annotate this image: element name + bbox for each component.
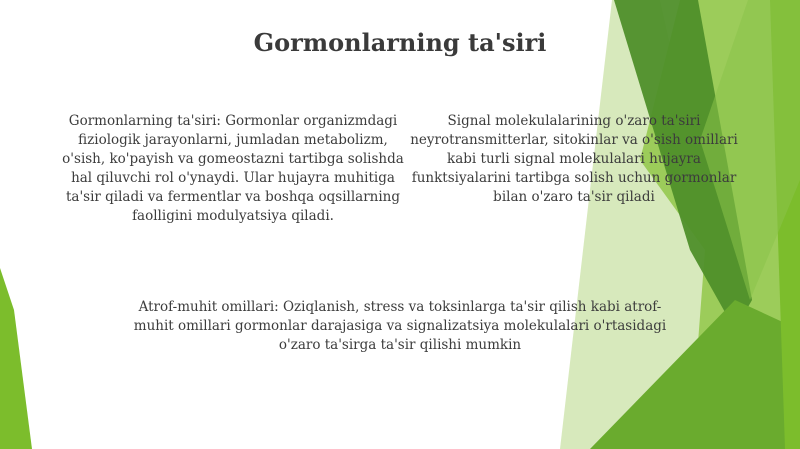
text-block-signal-molecules: Signal molekulalarining o'zaro ta'siri neyrotransmitterlar, sitokinlar va o'sish omillari kabi turli signal molekulalari hujayra funktsiyalarini tartibga solish uchun gormonlar bilan o'zaro ta'sir qiladi: [410, 113, 738, 205]
slide-title: Gormonlarning ta'siri: [253, 28, 547, 57]
text-block-hormone-effects: Gormonlarning ta'siri: Gormonlar organizmdagi fiziologik jarayonlarni, jumladan metabolizm, o'sish, ko'payish va gomeostazni tartibga solishda hal qiluvchi rol o'ynaydi. Ular hujayra muhitiga ta'sir qiladi va fermentlar va boshqa oqsillarning faolligini modulyatsiya qiladi.: [62, 113, 404, 224]
text-block-environmental-factors: Atrof-muhit omillari: Oziqlanish, stress va toksinlarga ta'sir qilish kabi atrof-muhit omillari gormonlar darajasiga va signalizatsiya molekulalari o'rtasidagi o'zaro ta'sirga ta'sir qilishi mumkin: [133, 299, 667, 353]
left-edge-accent: [0, 268, 32, 449]
